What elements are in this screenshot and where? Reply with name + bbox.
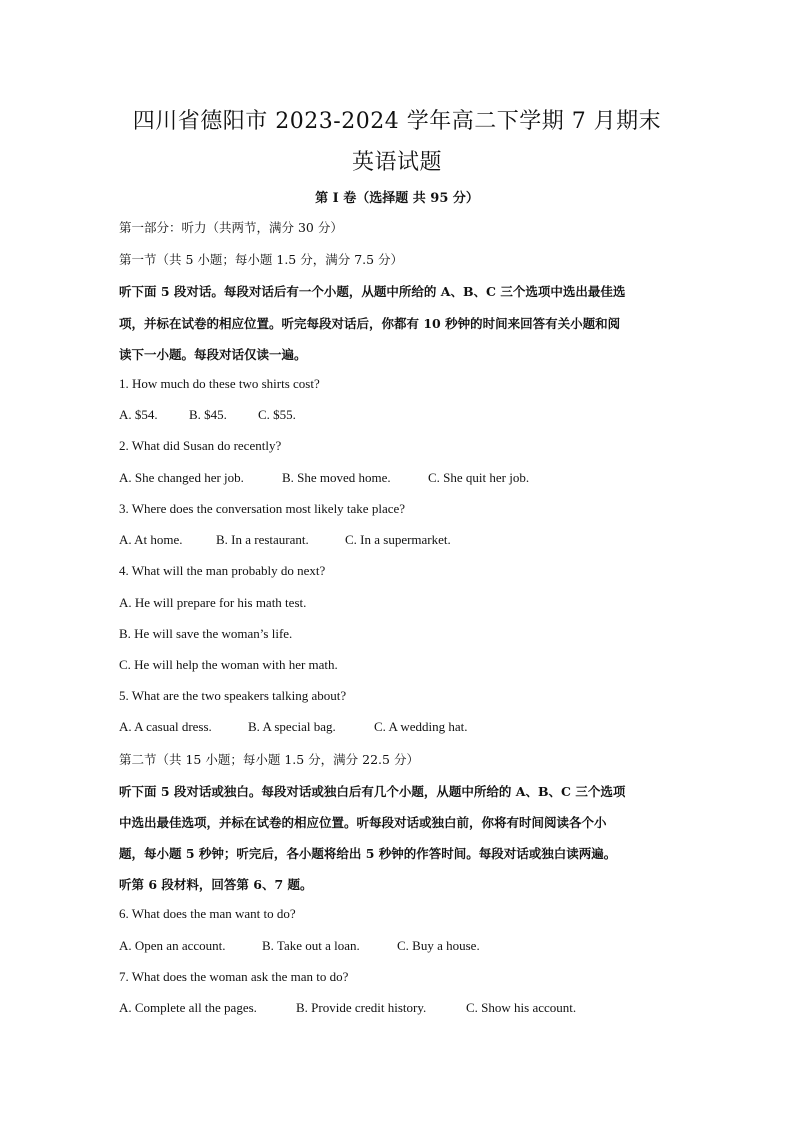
question-5-options (119, 719, 468, 735)
option-c: C. Show his account. (466, 1000, 577, 1015)
option-b: B. A special bag. (248, 719, 336, 734)
section1-heading: 第一节（共 5 小题；每小题 1.5 分，满分 7.5 分） (119, 252, 404, 267)
question-6: 6. What does the man want to do? (119, 906, 296, 921)
exam-subject-title: 英语试题 (351, 150, 442, 175)
question-3: 3. Where does the conversation most likely take place? (119, 501, 406, 516)
exam-title: 四川省德阳市 2023-2024 学年高二下学期 7 月期末 (132, 109, 662, 134)
section2-instruction-line: 听下面 5 段对话或独白。每段对话或独白后有几个小题，从题中所给的 A、B、C 三个选项 (119, 784, 626, 799)
option-c: C. In a supermarket. (345, 532, 451, 547)
option-c: C. $55. (258, 407, 296, 422)
question-7: 7. What does the woman ask the man to do? (119, 969, 349, 984)
option-b: B. In a restaurant. (216, 532, 309, 547)
section1-instruction-line: 项，并标在试卷的相应位置。听完每段对话后，你都有 10 秒钟的时间来回答有关小题和阅 (119, 316, 621, 331)
part1-heading: 第一部分：听力（共两节，满分 30 分） (119, 220, 343, 235)
option-c: C. He will help the woman with her math. (119, 657, 338, 672)
question-2: 2. What did Susan do recently? (119, 438, 282, 453)
option-a: A. A casual dress. (119, 719, 212, 734)
section2-heading: 第二节（共 15 小题；每小题 1.5 分，满分 22.5 分） (119, 752, 419, 767)
option-c: C. Buy a house. (397, 938, 480, 953)
question-5: 5. What are the two speakers talking about? (119, 688, 347, 703)
section1-instruction-line: 听下面 5 段对话。每段对话后有一个小题，从题中所给的 A、B、C 三个选项中选出最佳选 (119, 284, 626, 299)
question-1-options (119, 407, 296, 423)
option-c: C. She quit her job. (428, 470, 530, 485)
option-a: A. He will prepare for his math test. (119, 595, 307, 610)
question-7-options (119, 1000, 576, 1016)
volume-heading: 第 I 卷（选择题 共 95 分） (315, 191, 479, 206)
question-6-options (119, 938, 480, 954)
question-3-options (119, 532, 451, 548)
material-6-heading: 听第 6 段材料，回答第 6、7 题。 (119, 877, 313, 892)
option-b: B. Provide credit history. (296, 1000, 427, 1015)
option-a: A. At home. (119, 532, 183, 547)
option-b: B. She moved home. (282, 470, 391, 485)
option-b: B. He will save the woman’s life. (119, 626, 293, 641)
option-a: A. $54. (119, 407, 158, 422)
section1-instruction-line: 读下一小题。每段对话仅读一遍。 (119, 347, 307, 362)
option-a: A. Complete all the pages. (119, 1000, 257, 1015)
option-a: A. She changed her job. (119, 470, 244, 485)
option-a: A. Open an account. (119, 938, 226, 953)
section2-instruction-line: 中选出最佳选项，并标在试卷的相应位置。听每段对话或独白前，你将有时间阅读各个小 (119, 815, 607, 830)
option-b: B. Take out a loan. (262, 938, 360, 953)
option-c: C. A wedding hat. (374, 719, 468, 734)
question-2-options (119, 470, 529, 486)
question-1: 1. How much do these two shirts cost? (119, 376, 320, 391)
option-b: B. $45. (189, 407, 227, 422)
question-4: 4. What will the man probably do next? (119, 563, 326, 578)
section2-instruction-line: 题，每小题 5 秒钟；听完后，各小题将给出 5 秒钟的作答时间。每段对话或独白读两遍。 (119, 846, 617, 861)
